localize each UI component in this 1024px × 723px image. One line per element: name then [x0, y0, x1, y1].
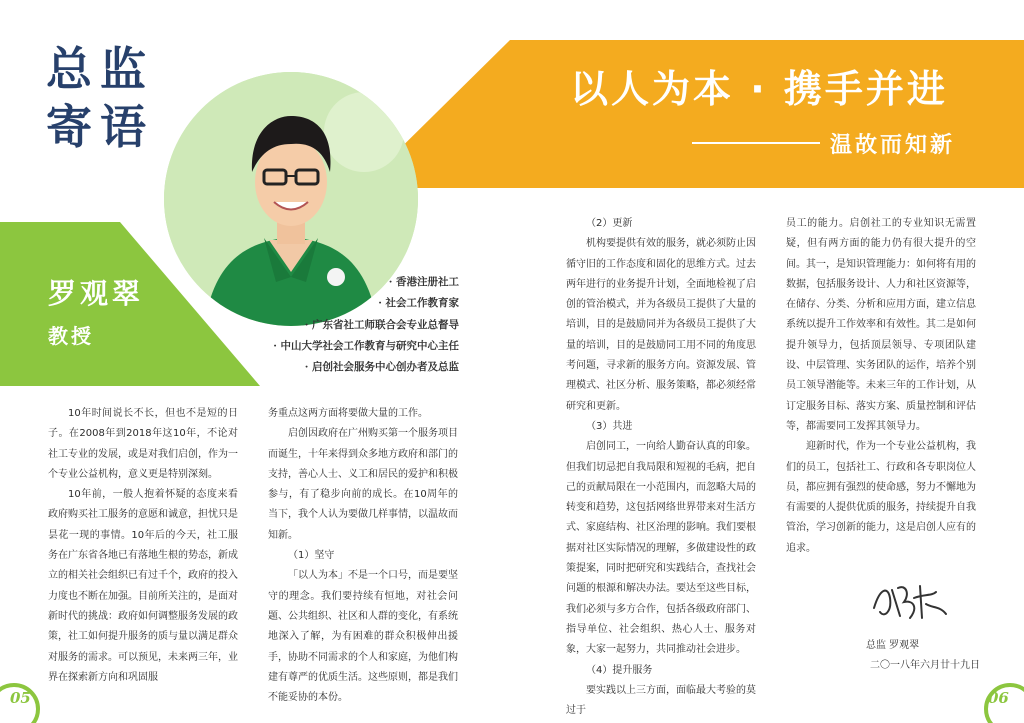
- column-title: [46, 40, 154, 156]
- page-number-right: 06: [988, 689, 1009, 707]
- subtitle-rule: [692, 142, 820, 144]
- credential-item: · 香港注册社工: [388, 276, 459, 288]
- page-title: 以人为本 · 携手并进: [570, 67, 948, 111]
- page-number-left: 05: [10, 689, 31, 707]
- credentials-list: [273, 272, 459, 378]
- paragraph: 10年前，一般人抱着怀疑的态度来看政府购买社工服务的意愿和诚意，担忧只是昙花一现的事情。10年后的今天，社工服务在广东省各地已有落地生根的势态，新成立的相关社会组织已有过千个，政府的投入力度也不断在加强。目前所关注的，是面对新时代的挑战：政府如何调整服务发展的政策，社工如何提升服务的质与量以满足群众对服务的需求。可以预见，未来两三年，业界在探索新方向和巩固服: [48, 489, 238, 683]
- paragraph: 10年时间说长不长，但也不是短的日子。在2008年到2018年这10年，不论对社工专业的发展，或是对我们启创，作为一个专业公益机构，意义更是特别深刻。: [48, 408, 238, 480]
- credential-item: · 中山大学社会工作教育与研究中心主任: [273, 339, 459, 352]
- page-subtitle: 温故而知新: [830, 133, 956, 158]
- column-title-line1: 总监: [46, 42, 154, 96]
- paragraph: 「以人为本」不是一个口号，而是要坚守的理念。我们要持续有恒地，对社会问题、公共组织、社区和人群的变化，有系统地深入了解，为有困难的群众积极伸出援手，协助不同需求的个人和家庭，为他们构建有尊严的优质生活。这些原则，都是我们不能妥协的本份。: [268, 570, 458, 704]
- body-column-1: [48, 404, 238, 688]
- paragraph: 机构要提供有效的服务，就必须防止因循守旧的工作态度和固化的思维方式。过去两年进行的业务提升计划，全面地检视了启创的管治模式，并为各级员工提供了大量的培训，目的是鼓励同并为各级员工提供了大量的培训，目的是鼓励同工用不同的角度思考问题，寻求新的服务方向。资源发展、管理模式、社区分析、服务策略，都必须经常研究和更新。: [566, 238, 756, 412]
- credential-item: · 广东省社工师联合会专业总督导: [304, 318, 459, 331]
- paragraph: 启创同工，一向给人勤奋认真的印象。但我们切忌把自我局限和短视的毛病，把自己的贡献局限在一小范围内，而忽略大局的转变和趋势，这包括网络世界带来对生活方式、家庭结构、社区治理的影响。我们要根据对社区实际情况的理解，多做建设性的政策提案，同时把研究和实践结合，查找社会问题的根源和解决办法。要达至这些目标，我们必须与多方合作，包括各级政府部门、指导单位、社会组织、热心人士、服务对象，大家一起努力，共同推动社会进步。: [566, 441, 756, 656]
- paragraph: 启创因政府在广州购买第一个服务项目而诞生，十年来得到众多地方政府和部门的支持，善心人士、义工和居民的爱护和积极参与，有了稳步向前的成长。在10周年的当下，我个人认为要做几样事情，以温故而知新。: [268, 428, 458, 541]
- paragraph: 员工的能力。启创社工的专业知识无需置疑，但有两方面的能力仍有很大提升的空间。其一，是知识管理能力：如何将有用的数据，包括服务设计、人力和社区资源等，在储存、分类、分析和应用方面，建立信息系统以提升工作效率和有效性。其二是如何提升领导力，包括顶层领导、专项团队建设、中层管理、实务团队的运作，培养个别员工领导潜能等。未来三年的工作计划，从订定服务目标、落实方案、质量控制和评估等，都需要同工发挥其领导力。: [786, 218, 976, 432]
- paragraph: 迎新时代，作为一个专业公益机构，我们的员工，包括社工、行政和各专职岗位人员，都应拥有强烈的使命感，努力不懈地为有需要的人提供优质的服务，持续提升自我管治，学习创新的能力，这是启创人应有的追求。: [786, 441, 976, 554]
- section-heading: （2）更新: [586, 218, 633, 229]
- handwritten-signature: [870, 578, 950, 624]
- paragraph: 要实践以上三方面，面临最大考验的莫过于: [566, 684, 756, 717]
- body-column-3: [566, 214, 756, 721]
- column-title-line2: 寄语: [46, 100, 154, 154]
- credential-item: · 启创社会服务中心创办者及总监: [304, 361, 459, 374]
- section-heading: （3）共进: [586, 420, 633, 432]
- person-title: 教授: [48, 324, 94, 348]
- paragraph: 务重点这两方面将要做大量的工作。: [268, 408, 428, 419]
- signature-line: 总监 罗观翠: [866, 640, 920, 651]
- section-heading: （1）坚守: [288, 550, 335, 562]
- credential-item: · 社会工作教育家: [378, 297, 459, 310]
- section-heading: （4）提升服务: [586, 664, 653, 676]
- body-column-2: [268, 404, 458, 708]
- body-column-4: [786, 214, 976, 559]
- signature-date: 二〇一八年六月廿十九日: [870, 660, 980, 671]
- person-name: 罗观翠: [48, 277, 145, 310]
